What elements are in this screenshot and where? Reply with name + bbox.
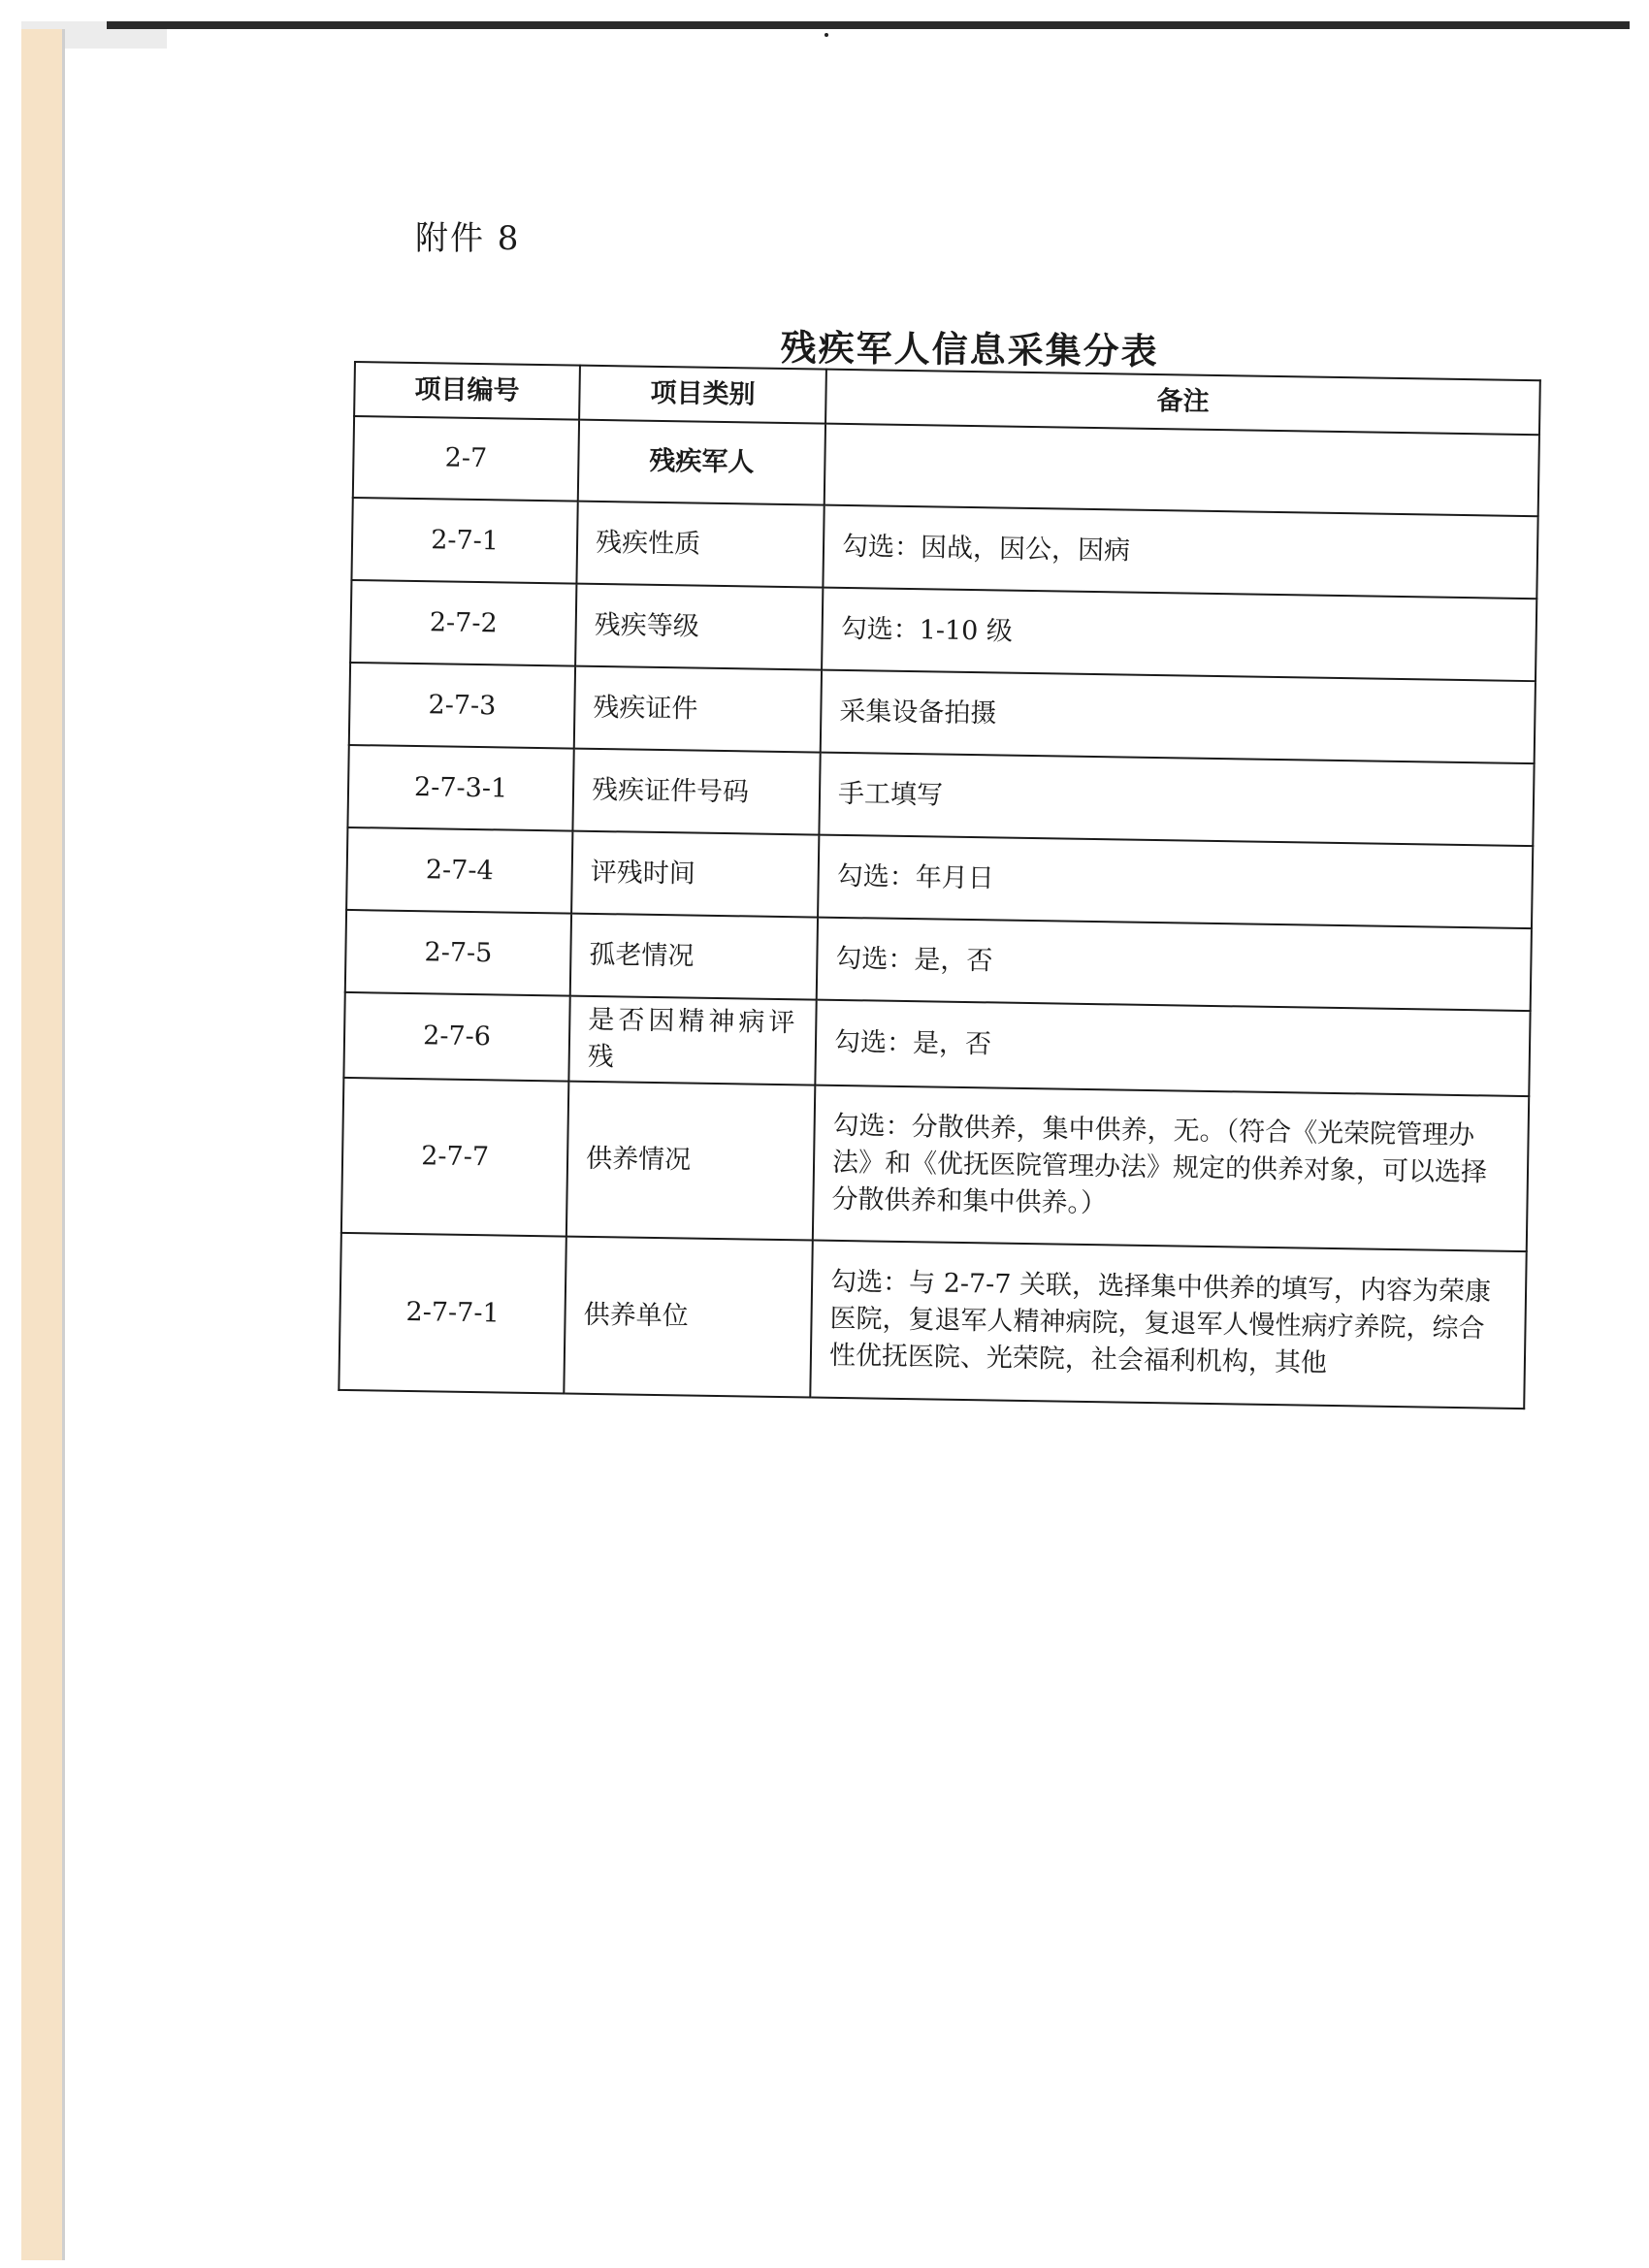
cell-category: 评残时间 — [571, 831, 819, 918]
cell-id: 2-7-3 — [349, 663, 575, 749]
cell-id: 2-7-7-1 — [339, 1233, 566, 1394]
cell-notes: 勾选：年月日 — [818, 835, 1533, 929]
cell-category: 残疾性质 — [576, 502, 824, 588]
cell-notes: 勾选：是，否 — [815, 1000, 1530, 1097]
annex-label: 附件 8 — [415, 219, 521, 258]
cell-category: 残疾证件 — [574, 666, 822, 753]
document-title: 残疾军人信息采集分表 — [780, 325, 1159, 373]
cell-notes: 勾选：因战，因公，因病 — [823, 505, 1537, 599]
cell-category: 供养情况 — [566, 1082, 815, 1241]
info-table — [338, 361, 1541, 1409]
cell-notes: 勾选：分散供养，集中供养，无。（符合《光荣院管理办法》和《优抚医院管理办法》规定的供养对象，可以选择分散供养和集中供养。） — [813, 1085, 1529, 1252]
header-category: 项目类别 — [579, 366, 826, 424]
cell-notes: 勾选：与 2-7-7 关联，选择集中供养的填写，内容为荣康医院，复退军人精神病院，复退军人慢性病疗养院，综合性优抚医院、光荣院，社会福利机构，其他 — [810, 1241, 1526, 1409]
table-row — [341, 1078, 1529, 1251]
cell-id: 2-7-2 — [350, 580, 576, 666]
table-row — [339, 1233, 1526, 1409]
cell-notes: 勾选：1-10 级 — [822, 588, 1536, 682]
cell-notes — [824, 424, 1539, 517]
cell-notes: 采集设备拍摄 — [821, 670, 1536, 764]
cell-id: 2-7-3-1 — [347, 745, 573, 831]
cell-id: 2-7-4 — [346, 827, 572, 914]
header-id: 项目编号 — [354, 362, 580, 420]
cell-category: 供养单位 — [564, 1237, 813, 1398]
header-notes: 备注 — [825, 370, 1540, 436]
cell-category: 是否因精神病评残 — [568, 996, 816, 1085]
cell-id: 2-7-6 — [343, 992, 569, 1082]
cell-category: 残疾军人 — [578, 420, 825, 505]
cell-category: 残疾等级 — [575, 584, 823, 670]
cell-id: 2-7-7 — [341, 1078, 568, 1237]
cell-category: 残疾证件号码 — [572, 749, 820, 835]
cell-id: 2-7-5 — [345, 910, 571, 996]
cell-notes: 勾选：是，否 — [817, 918, 1532, 1012]
cell-category: 孤老情况 — [570, 914, 818, 1000]
cell-notes: 手工填写 — [819, 753, 1534, 847]
info-table-wrapper — [338, 361, 1541, 1409]
cell-id: 2-7-1 — [351, 498, 577, 584]
cell-id: 2-7 — [353, 416, 579, 502]
